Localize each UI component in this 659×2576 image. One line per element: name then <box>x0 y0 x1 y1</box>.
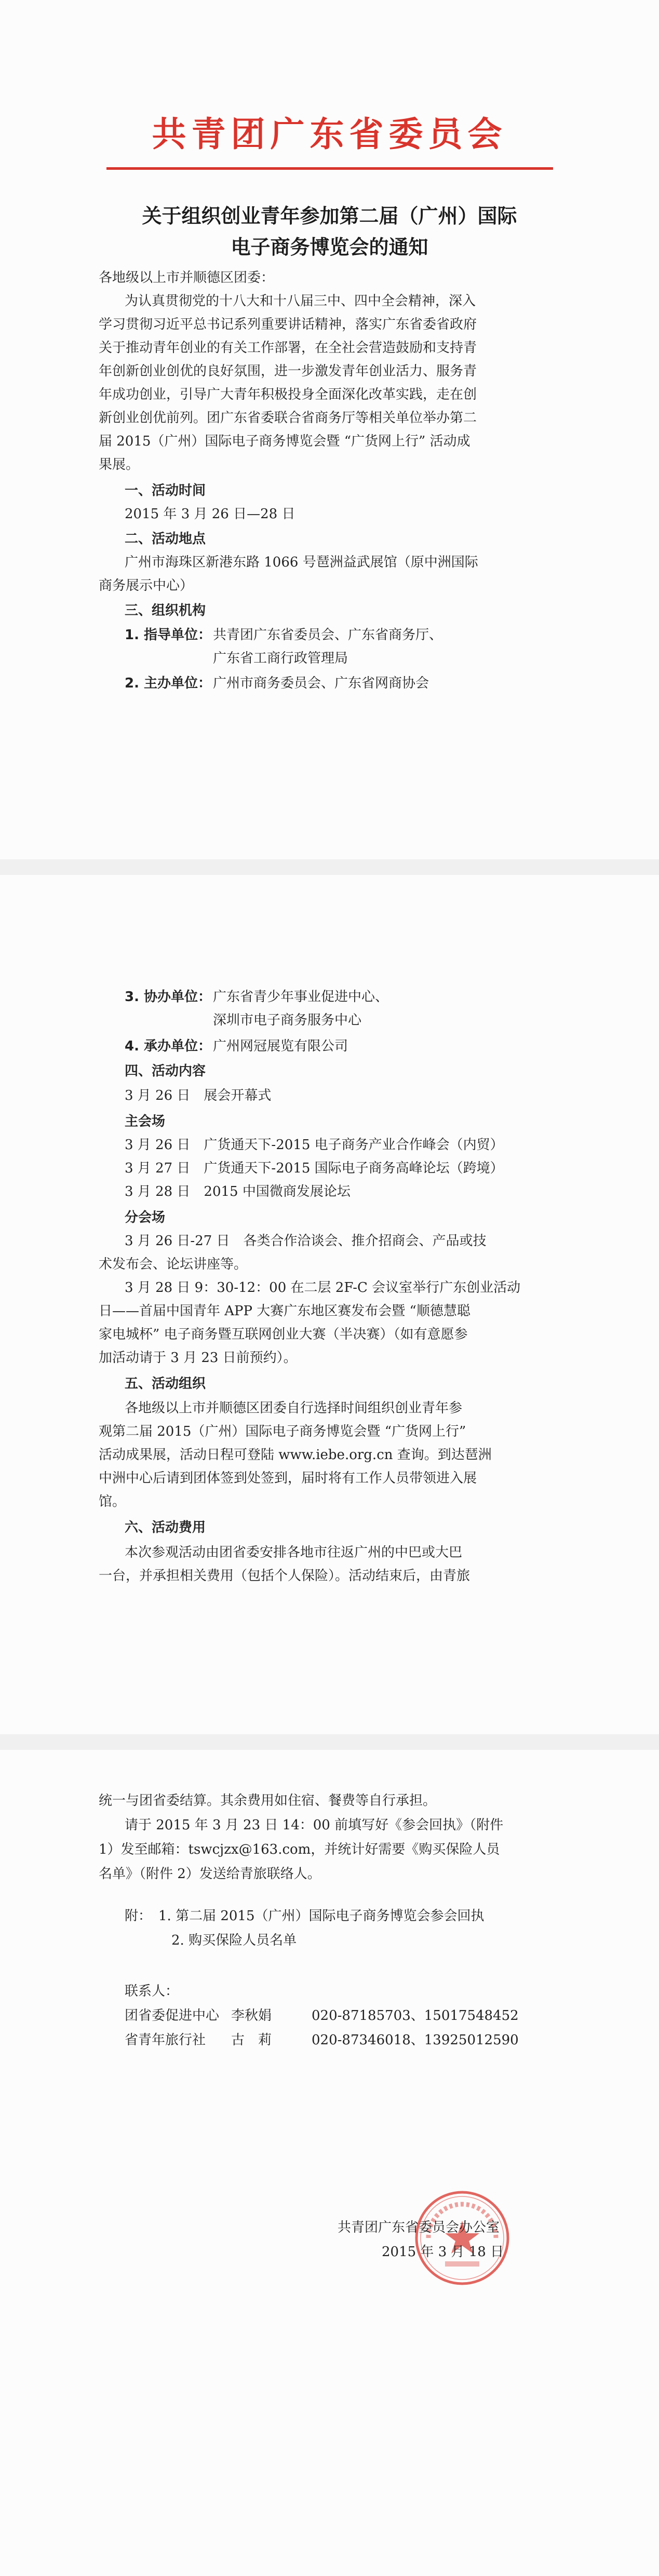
guide-unit-value: 共青团广东省委员会、广东省商务厅、 <box>213 627 443 643</box>
co-unit-label: 3. 协办单位： <box>125 989 212 1005</box>
org-unit-label: 4. 承办单位： <box>125 1039 212 1054</box>
section-heading: 一、活动时间 <box>125 483 206 498</box>
section-heading: 二、活动地点 <box>125 531 206 547</box>
contact-name: 古 莉 <box>231 2032 272 2048</box>
section-body: 2015 年 3 月 26 日—28 日 <box>125 506 295 522</box>
section-body: 馆。 <box>99 1494 126 1509</box>
main-venue-item: 3 月 26 日 广货通天下-2015 电子商务产业合作峰会（内贸） <box>125 1137 504 1153</box>
sub-venue-line: 3 月 26 日-27 日 各类合作洽谈会、推介招商会、产品或技 <box>125 1233 487 1249</box>
section-heading: 三、组织机构 <box>125 603 206 618</box>
sub-venue-line: 加活动请于 3 月 23 日前预约）。 <box>99 1350 297 1366</box>
intro-line: 年成功创业，引导广大青年积极投身全面深化改革实践，走在创 <box>99 387 477 402</box>
main-venue-item: 3 月 28 日 2015 中国微商发展论坛 <box>125 1184 351 1199</box>
signature-org: 共青团广东省委员会办公室 <box>338 2220 500 2235</box>
intro-line: 学习贯彻习近平总书记系列重要讲话精神，落实广东省委省政府 <box>99 317 477 332</box>
host-unit-label: 2. 主办单位： <box>125 676 212 691</box>
attachment-item: 2. 购买保险人员名单 <box>171 1933 297 1948</box>
intro-line: 届 2015（广州）国际电子商务博览会暨 “广货网上行” 活动成 <box>99 434 470 449</box>
co-unit-value: 广东省青少年事业促进中心、 <box>213 989 389 1005</box>
section-body: 名单》（附件 2）发送给青旅联络人。 <box>99 1866 321 1882</box>
sub-venue-line: 家电城杯” 电子商务暨互联网创业大赛（半决赛）（如有意愿参 <box>99 1327 468 1342</box>
main-venue-item: 3 月 27 日 广货通天下-2015 国际电子商务高峰论坛（跨境） <box>125 1161 504 1176</box>
org-unit-value: 广州网冠展览有限公司 <box>213 1039 348 1054</box>
official-seal <box>413 2189 512 2287</box>
section-body: 一台，并承担相关费用（包括个人保险）。活动结束后，由青旅 <box>99 1568 470 1584</box>
section-body: 请于 2015 年 3 月 23 日 14：00 前填写好《参会回执》（附件 <box>125 1817 504 1833</box>
sub-venue-line: 3 月 28 日 9：30-12：00 在二层 2F-C 会议室举行广东创业活动 <box>125 1280 521 1296</box>
page-gap <box>0 859 659 875</box>
letterhead-rule <box>106 167 553 170</box>
intro-line: 年创新创业创优的良好氛围，进一步激发青年创业活力、服务青 <box>99 363 477 379</box>
signature-date: 2015 年 3 月 18 日 <box>382 2244 504 2260</box>
sub-venue-line: 日——首届中国青年 APP 大赛广东地区赛发布会暨 “顺德慧聪 <box>99 1303 470 1319</box>
letterhead: 共青团广东省委员会 <box>152 114 507 154</box>
guide-unit-value: 广东省工商行政管理局 <box>213 651 348 666</box>
main-venue-heading: 主会场 <box>125 1114 166 1129</box>
section-heading: 六、活动费用 <box>125 1520 206 1535</box>
contact-phone: 020-87346018、13925012590 <box>312 2032 519 2048</box>
intro-line: 为认真贯彻党的十八大和十八届三中、四中全会精神，深入 <box>125 293 476 309</box>
section-heading: 四、活动内容 <box>125 1063 206 1079</box>
opening-ceremony: 3 月 26 日 展会开幕式 <box>125 1088 272 1103</box>
document-title-line-1: 关于组织创业青年参加第二届（广州）国际 <box>142 205 517 227</box>
sub-venue-line: 术发布会、论坛讲座等。 <box>99 1257 248 1272</box>
section-body: 广州市海珠区新港东路 1066 号琶洲益武展馆（原中洲国际 <box>125 555 478 570</box>
contact-org: 团省委促进中心 <box>125 2008 220 2024</box>
co-unit-value: 深圳市电子商务服务中心 <box>213 1013 362 1028</box>
section-body: 商务展示中心） <box>99 578 194 594</box>
contacts-label: 联系人： <box>125 1984 179 1999</box>
section-body: 活动成果展，活动日程可登陆 www.iebe.org.cn 查询。到达琶洲 <box>99 1447 492 1463</box>
salutation: 各地级以上市并顺德区团委： <box>99 270 275 286</box>
section-body: 统一与团省委结算。其余费用如住宿、餐费等自行承担。 <box>99 1793 437 1809</box>
intro-line: 果展。 <box>99 457 140 473</box>
intro-line: 新创业创优前列。团广东省委联合省商务厅等相关单位举办第二 <box>99 410 477 426</box>
section-body: 中洲中心后请到团体签到处签到，届时将有工作人员带领进入展 <box>99 1471 477 1486</box>
section-body: 本次参观活动由团省委安排各地市往返广州的中巴或大巴 <box>125 1545 463 1560</box>
section-body: 各地级以上市并顺德区团委自行选择时间组织创业青年参 <box>125 1400 463 1416</box>
section-body: 观第二届 2015（广州）国际电子商务博览会暨 “广货网上行” <box>99 1424 466 1439</box>
contact-name: 李秋娟 <box>231 2008 272 2024</box>
attachments-label: 附： <box>125 1908 152 1924</box>
intro-line: 关于推动青年创业的有关工作部署，在全社会营造鼓励和支持青 <box>99 340 477 356</box>
host-unit-value: 广州市商务委员会、广东省网商协会 <box>213 676 429 691</box>
attachment-item: 1. 第二届 2015（广州）国际电子商务博览会参会回执 <box>158 1908 485 1924</box>
contact-phone: 020-87185703、15017548452 <box>312 2008 519 2024</box>
section-heading: 五、活动组织 <box>125 1376 206 1392</box>
page-gap <box>0 1734 659 1750</box>
section-body: 1）发至邮箱：tswcjzx@163.com，并统计好需要《购买保险人员 <box>99 1842 500 1857</box>
guide-unit-label: 1. 指导单位： <box>125 627 212 643</box>
document-title-line-2: 电子商务博览会的通知 <box>231 236 428 259</box>
contact-org: 省青年旅行社 <box>125 2032 206 2048</box>
sub-venue-heading: 分会场 <box>125 1210 166 1225</box>
